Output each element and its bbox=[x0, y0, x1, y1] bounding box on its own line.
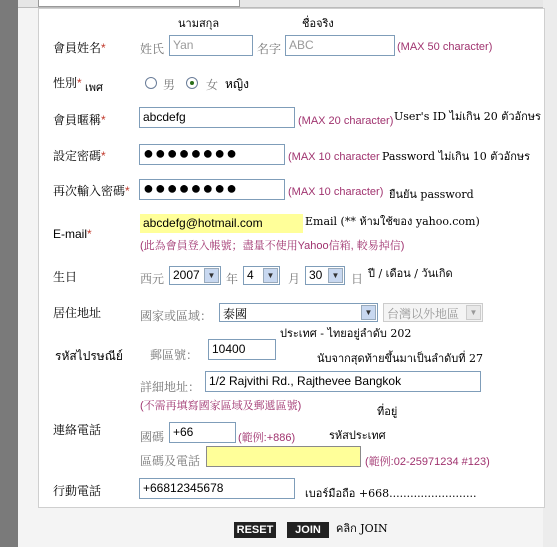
annotation-surname: นามสกุล bbox=[178, 17, 220, 30]
annotation-email: Email (** ห้ามใช้ของ yahoo.com) bbox=[305, 215, 480, 228]
reset-button[interactable]: RESET bbox=[234, 522, 276, 538]
annotation-password: Password ไม่เกิน 10 ตัวอักษร bbox=[382, 150, 531, 163]
annotation-gender: เพศ bbox=[85, 81, 103, 94]
detail-address-input[interactable]: 1/2 Rajvithi Rd., Rajthevee Bangkok bbox=[205, 371, 481, 392]
confirm-password-label: 再次輸入密碼* bbox=[53, 184, 130, 198]
window-left-edge bbox=[0, 0, 18, 547]
birth-year-select[interactable]: 2007 ▼ bbox=[169, 266, 221, 285]
birth-month-select[interactable]: 4 ▼ bbox=[243, 266, 280, 285]
birth-month-unit: 月 bbox=[288, 272, 301, 286]
join-button[interactable]: JOIN bbox=[287, 522, 329, 538]
gender-female-label: 女 bbox=[206, 78, 219, 92]
area-phone-label: 區碼及電話 bbox=[140, 454, 201, 468]
address-label: 居住地址 bbox=[53, 306, 102, 320]
gender-male-label: 男 bbox=[163, 78, 176, 92]
postcode-input[interactable]: 10400 bbox=[208, 339, 276, 360]
name-hint: (MAX 50 character) bbox=[397, 41, 493, 53]
birthday-label: 生日 bbox=[53, 270, 78, 284]
area-phone-input[interactable] bbox=[206, 446, 361, 467]
annotation-country: ประเทศ - ไทยอยู่ลำดับ 202 bbox=[280, 327, 412, 340]
gender-male-radio[interactable] bbox=[145, 77, 157, 89]
password-input[interactable]: ●●●●●●●● bbox=[139, 144, 285, 165]
nickname-input[interactable]: abcdefg bbox=[139, 107, 295, 128]
country-code-label: 國碼 bbox=[140, 430, 165, 444]
nickname-hint: (MAX 20 character) bbox=[298, 115, 394, 127]
annotation-postcode: นับจากสุดท้ายขึ้นมาเป็นลำดับที่ 27 bbox=[317, 352, 484, 365]
chevron-down-icon: ▼ bbox=[361, 305, 376, 320]
annotation-postcode-label: รหัสไปรษณีย์ bbox=[55, 349, 123, 363]
country-code-hint: (範例:+886) bbox=[238, 432, 296, 444]
given-name-label: 名字 bbox=[257, 42, 282, 56]
annotation-birthday: ปี / เดือน / วันเกิด bbox=[368, 267, 453, 280]
phone-label: 連絡電話 bbox=[53, 423, 102, 437]
region-select[interactable]: 台灣以外地區 ▼ bbox=[383, 303, 483, 322]
window-right-edge bbox=[543, 0, 557, 547]
gender-female-radio[interactable] bbox=[186, 77, 198, 89]
gender-label: 性別* bbox=[53, 76, 82, 90]
birthday-era-label: 西元 bbox=[140, 272, 165, 286]
annotation-mobile: เบอร์มือถือ +668......................... bbox=[305, 487, 477, 500]
chevron-down-icon: ▼ bbox=[466, 305, 481, 320]
annotation-join: คลิก JOIN bbox=[336, 522, 388, 535]
annotation-country-code: รหัสประเทศ bbox=[329, 429, 386, 442]
country-label: 國家或區域： bbox=[140, 309, 213, 323]
mobile-label: 行動電話 bbox=[53, 484, 102, 498]
postcode-label: 郵區號： bbox=[150, 348, 199, 362]
country-select[interactable]: 泰國 ▼ bbox=[219, 303, 378, 322]
annotation-female: หญิง bbox=[225, 77, 249, 91]
annotation-given-name: ชื่อจริง bbox=[302, 17, 334, 30]
annotation-address: ที่อยู่ bbox=[377, 405, 398, 418]
birth-day-unit: 日 bbox=[351, 272, 364, 286]
surname-label: 姓氏 bbox=[140, 42, 165, 56]
name-label: 會員姓名* bbox=[53, 41, 106, 55]
email-label: E-mail* bbox=[53, 227, 92, 241]
country-code-input[interactable]: +66 bbox=[169, 422, 236, 443]
email-input[interactable]: abcdefg@hotmail.com bbox=[139, 213, 304, 234]
top-tab bbox=[38, 0, 240, 7]
birth-day-select[interactable]: 30 ▼ bbox=[305, 266, 345, 285]
area-phone-hint: (範例:02-25971234 #123) bbox=[365, 456, 490, 468]
password-hint: (MAX 10 character bbox=[288, 151, 380, 163]
mobile-input[interactable]: +66812345678 bbox=[139, 478, 295, 499]
birth-year-unit: 年 bbox=[226, 272, 239, 286]
annotation-nickname: User's ID ไม่เกิน 20 ตัวอักษร bbox=[394, 110, 541, 123]
annotation-confirm: ยืนยัน password bbox=[389, 188, 474, 201]
detail-address-label: 詳細地址： bbox=[140, 380, 201, 394]
address-note: (不需再填寫國家區域及郵遞區號) bbox=[140, 400, 302, 412]
chevron-down-icon: ▼ bbox=[204, 268, 219, 283]
confirm-password-input[interactable]: ●●●●●●●● bbox=[139, 179, 285, 200]
password-label: 設定密碼* bbox=[53, 149, 106, 163]
email-note: (此為會員登入帳號；盡量不使用Yahoo信箱, 較易掉信) bbox=[140, 240, 405, 252]
confirm-password-hint: (MAX 10 character) bbox=[288, 186, 384, 198]
given-name-input[interactable]: ABC bbox=[285, 35, 395, 56]
chevron-down-icon: ▼ bbox=[263, 268, 278, 283]
surname-input[interactable]: Yan bbox=[169, 35, 253, 56]
nickname-label: 會員暱稱* bbox=[53, 113, 106, 127]
chevron-down-icon: ▼ bbox=[328, 268, 343, 283]
